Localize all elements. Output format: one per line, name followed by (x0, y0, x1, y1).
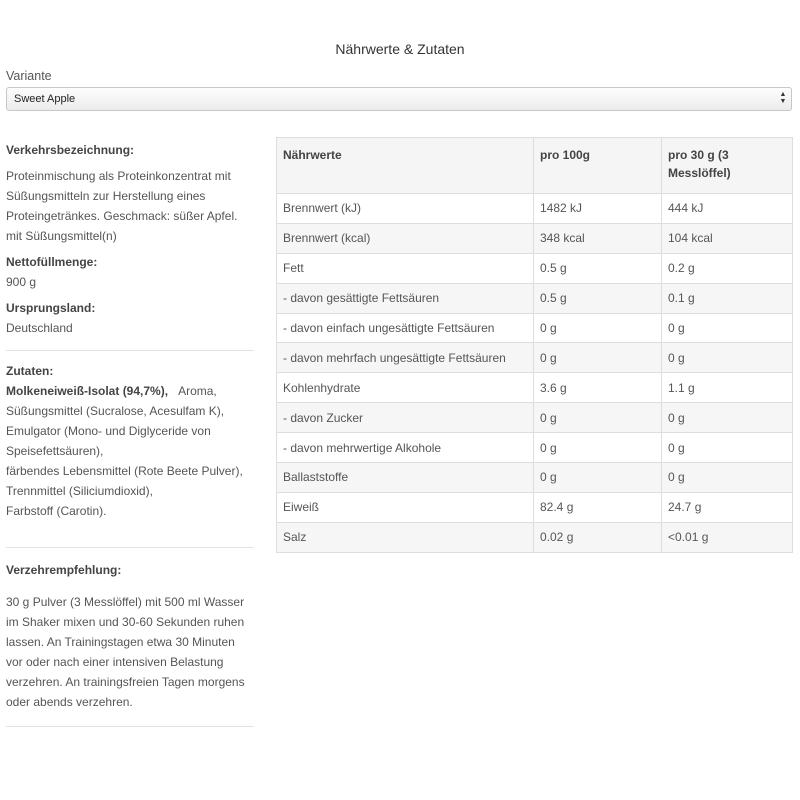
table-cell: 0 g (662, 403, 793, 433)
table-row (277, 373, 793, 403)
verkehrsbezeichnung-text: Proteinmischung als Proteinkonzentrat mit Süßungsmitteln zur Herstellung eines Proteingetränkes. Geschmack: süßer Apfel. mit Süßungsmittel(n) (6, 169, 238, 243)
nettofuellmenge-heading: Nettofüllmenge: (6, 255, 98, 269)
table-row (277, 313, 793, 343)
table-cell: 0.5 g (534, 253, 662, 283)
table-cell: 0.5 g (534, 283, 662, 313)
zutaten-line: Emulgator (Mono- und Diglyceride von Speisefettsäuren), (6, 424, 211, 458)
table-cell: Brennwert (kcal) (277, 223, 534, 253)
verkehrsbezeichnung-heading: Verkehrsbezeichnung: (6, 143, 135, 157)
table-cell: Kohlenhydrate (277, 373, 534, 403)
divider (6, 726, 254, 727)
table-cell: Eiweiß (277, 492, 534, 522)
table-cell: - davon einfach ungesättigte Fettsäuren (277, 313, 534, 343)
variant-select[interactable] (6, 87, 792, 111)
verzehr-heading: Verzehrempfehlung: (6, 563, 122, 577)
table-row (277, 463, 793, 493)
table-cell: 0 g (534, 343, 662, 373)
table-cell: <0.01 g (662, 522, 793, 552)
table-row (277, 223, 793, 253)
zutaten-line-text: Aroma, (178, 384, 217, 398)
table-cell: - davon Zucker (277, 403, 534, 433)
zutaten-line: färbendes Lebensmittel (Rote Beete Pulver), (6, 464, 243, 478)
table-cell: - davon mehrwertige Alkohole (277, 433, 534, 463)
zutaten-line: Süßungsmittel (Sucralose, Acesulfam K), (6, 404, 225, 418)
table-cell: Brennwert (kJ) (277, 194, 534, 224)
table-cell: 82.4 g (534, 492, 662, 522)
variant-selected-value: Sweet Apple (14, 93, 76, 105)
zutaten-bold: Molkeneiweiß-Isolat (94,7%), (6, 384, 169, 398)
table-row (277, 253, 793, 283)
table-row (277, 194, 793, 224)
table-cell: 1482 kJ (534, 194, 662, 224)
table-cell: 348 kcal (534, 223, 662, 253)
table-row (277, 492, 793, 522)
divider (6, 547, 254, 548)
table-cell: 0 g (534, 463, 662, 493)
select-arrows-icon: ▲ ▼ (779, 91, 787, 105)
table-cell: 0.1 g (662, 283, 793, 313)
table-cell: 0.2 g (662, 253, 793, 283)
table-header-cell: pro 100g (534, 138, 662, 194)
table-cell: 0.02 g (534, 522, 662, 552)
table-cell: 3.6 g (534, 373, 662, 403)
product-info (6, 140, 254, 727)
table-cell: Fett (277, 253, 534, 283)
table-row (277, 403, 793, 433)
ursprungsland-value: Deutschland (6, 321, 73, 335)
table-header-cell: pro 30 g (3 Messlöffel) (662, 138, 793, 194)
page-title: Nährwerte & Zutaten (335, 41, 465, 57)
table-row (277, 522, 793, 552)
table-cell: 24.7 g (662, 492, 793, 522)
ursprungsland-heading: Ursprungsland: (6, 301, 96, 315)
table-cell: 0 g (662, 313, 793, 343)
table-header-row (277, 138, 793, 194)
table-cell: - davon mehrfach ungesättigte Fettsäuren (277, 343, 534, 373)
table-cell: 0 g (534, 403, 662, 433)
table-cell: 104 kcal (662, 223, 793, 253)
table-cell: - davon gesättigte Fettsäuren (277, 283, 534, 313)
zutaten-line (6, 381, 254, 401)
table-cell: 0 g (534, 313, 662, 343)
zutaten-heading: Zutaten: (6, 364, 54, 378)
table-cell: 0 g (662, 463, 793, 493)
table-header-cell: Nährwerte (277, 138, 534, 194)
table-cell: 0 g (662, 433, 793, 463)
table-cell: 0 g (662, 343, 793, 373)
verzehr-text: 30 g Pulver (3 Messlöffel) mit 500 ml Wasser im Shaker mixen und 30-60 Sekunden ruhen lassen. An Trainingstagen etwa 30 Minuten vor oder nach einer intensiven Belastung verzehren. An trainingsfreien Tagen morgens oder abends verzehren. (6, 595, 245, 709)
table-cell: 444 kJ (662, 194, 793, 224)
zutaten-line: Farbstoff (Carotin). (6, 504, 107, 518)
nettofuellmenge-value: 900 g (6, 275, 37, 289)
table-cell: Ballaststoffe (277, 463, 534, 493)
table-row (277, 283, 793, 313)
table-row (277, 343, 793, 373)
table-cell: Salz (277, 522, 534, 552)
table-row (277, 433, 793, 463)
table-cell: 0 g (534, 433, 662, 463)
divider (6, 350, 254, 351)
variant-label: Variante (6, 69, 52, 83)
nutrition-table (276, 137, 793, 553)
table-cell: 1.1 g (662, 373, 793, 403)
zutaten-line: Trennmittel (Siliciumdioxid), (6, 484, 153, 498)
